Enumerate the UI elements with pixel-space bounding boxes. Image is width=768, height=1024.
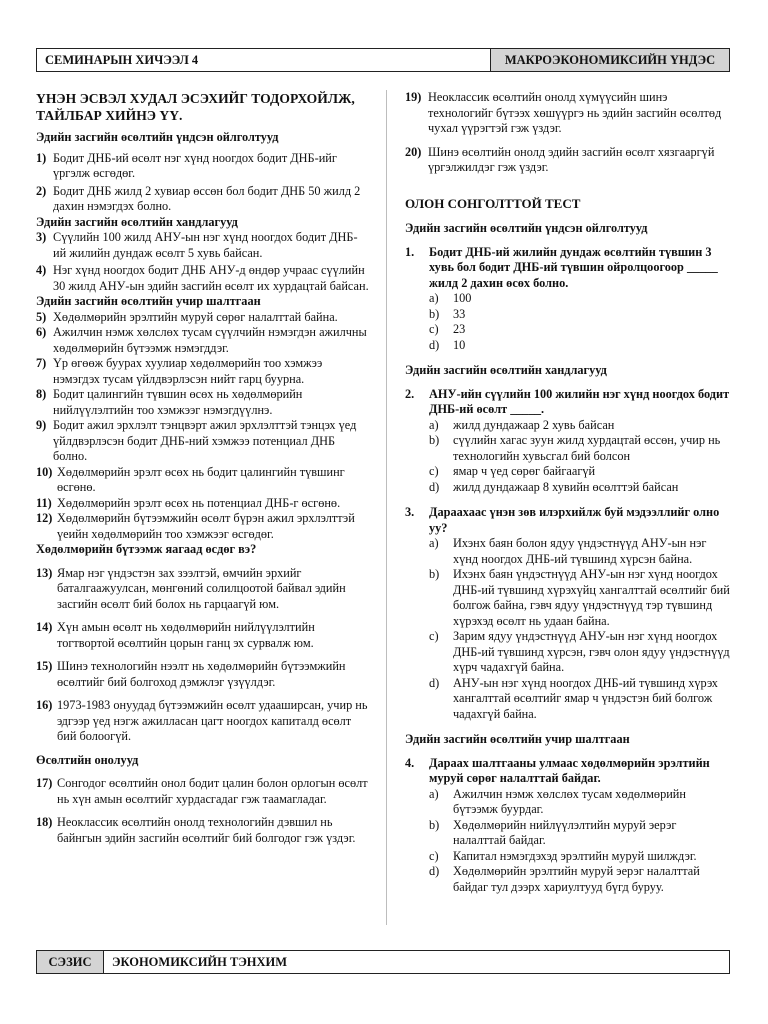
item-number: 3) (36, 230, 47, 244)
item-text: Нэг хүнд ноогдох бодит ДНБ АНУ-д өндөр учраас сүүлийн 30 жилд АНУ-ын эдийн засгийн өсөлт их хурдацтай байсан. (53, 263, 369, 293)
list-item (36, 659, 370, 690)
question-number: 3. (405, 505, 415, 519)
list-item (36, 698, 370, 745)
answer-option (405, 629, 730, 676)
option-letter: b) (429, 817, 440, 832)
item-number: 5) (36, 309, 47, 324)
answer-option (405, 480, 730, 496)
option-text: жилд дундажаар 2 хувь байсан (453, 417, 615, 432)
section-heading: Эдийн засгийн өсөлтийн үндсэн ойлголтууд (405, 221, 648, 235)
item-number: 13) (36, 565, 53, 580)
section-heading: Эдийн засгийн өсөлтийн үндсэн ойлголтууд (36, 130, 279, 144)
list-item (36, 620, 370, 651)
answer-option (405, 307, 730, 323)
header-course-title: МАКРОЭКОНОМИКСИЙН ҮНДЭС (490, 49, 729, 71)
item-number: 20) (405, 144, 422, 159)
list-item (405, 145, 730, 176)
header-seminar-label: СЕМИНАРЫН ХИЧЭЭЛ 4 (45, 52, 199, 67)
item-number: 4) (36, 263, 47, 277)
column-divider (386, 90, 387, 925)
question (405, 756, 730, 787)
item-text: Ажилчин нэмж хөлслөх тусам сүүлчийн нэмэгдэн ажилчны хөдөлмөрийн бүтээмж нэмэгддэг. (53, 325, 367, 355)
option-text: Хөдөлмөрийн эрэлтийн муруй эерэг налалттай байдаг тул дээрх хариултууд бүгд буруу. (453, 864, 700, 894)
item-text: Бодит ажил эрхлэлт тэнцвэрт ажил эрхлэлттэй тэнцэх үед үйлдвэрлэсэн бодит ДНБ-ний хэмжээ потенциал ДНБ болно. (53, 418, 357, 463)
option-text: 10 (453, 337, 466, 352)
list-item (36, 325, 370, 356)
option-letter: a) (429, 536, 439, 550)
option-letter: b) (429, 306, 440, 321)
item-number: 11) (36, 495, 52, 510)
list-item (36, 310, 370, 326)
question-number: 1. (405, 244, 415, 259)
option-text: сүүлийн хагас зуун жилд хурдацтай өссөн, учир нь технологийн хувьсгал бий болсон (453, 433, 721, 463)
option-text: Зарим ядуу үндэстнүүд АНУ-ын нэг хүнд ноогдох ДНБ-ий түвшинд хүрсэн, гэвч олон ядуу үндэстнүүд хүрч чадахгүй байна. (453, 629, 730, 674)
item-number: 1) (36, 150, 47, 165)
answer-option (405, 849, 730, 865)
list-item (36, 184, 370, 215)
item-number: 8) (36, 387, 47, 401)
item-text: Шинэ технологийн нээлт нь хөдөлмөрийн бүтээмжийн өсөлтийг бий болгоход дэмжлэг үзүүлдэг. (57, 659, 346, 689)
item-number: 15) (36, 659, 53, 673)
item-number: 12) (36, 511, 53, 525)
answer-option (405, 567, 730, 629)
left-column (36, 90, 370, 846)
question (405, 245, 730, 292)
section-heading: Эдийн засгийн өсөлтийн хандлагууд (36, 214, 238, 229)
option-text: Ихэнх баян үндэстнүүд АНУ-ын нэг хүнд ноогдох ДНБ-ий түвшинд хүрэхүйц хангалттай өсөлтийг бий болгож байна, гэвч ядуу үндэстнүүд тэр түвшинд хүрэхэд өсөлт нь удаан байна. (453, 567, 730, 628)
item-text: Хөдөлмөрийн эрэлт өсөх нь потенциал ДНБ-г өсгөнө. (57, 495, 341, 510)
question-number: 2. (405, 386, 415, 401)
answer-option (405, 864, 730, 895)
option-letter: d) (429, 675, 440, 690)
item-text: Хөдөлмөрийн бүтээмжийн өсөлт бүрэн ажил эрхлэлттэй үеийн хөдөлмөрийн тоо хэмжээг өсгөдөг. (57, 511, 355, 541)
section-heading: Өсөлтийн онолууд (36, 752, 139, 767)
option-letter: d) (429, 337, 440, 352)
item-text: 1973-1983 онуудад бүтээмжийн өсөлт удааширсан, учир нь эдгээр үед нэгж ажилласан цагт ноогдох капиталд өсөлт бий болоогүй. (57, 698, 368, 743)
answer-option (405, 536, 730, 567)
option-letter: a) (429, 786, 439, 801)
list-item (36, 230, 370, 261)
item-text: Хөдөлмөрийн эрэлтийн муруй сөрөг налалттай байна. (53, 309, 338, 324)
list-item (36, 387, 370, 418)
item-number: 16) (36, 698, 53, 712)
multiple-choice-title: ОЛОН СОНГОЛТТОЙ ТЕСТ (405, 195, 581, 211)
option-text: Капитал нэмэгдэхэд эрэлтийн муруй шилждэг. (453, 848, 697, 863)
question-text: Дараах шалтгааны улмаас хөдөлмөрийн эрэлтийн муруй сөрөг налалттай байдаг. (429, 755, 710, 785)
item-number: 9) (36, 418, 47, 432)
answer-option (405, 291, 730, 307)
answer-option (405, 338, 730, 354)
option-letter: c) (429, 629, 439, 643)
question-text: АНУ-ийн сүүлийн 100 жилийн нэг хүнд ноогдох бодит ДНБ-ий өсөлт _____. (429, 386, 730, 416)
question (405, 387, 730, 418)
list-item (36, 356, 370, 387)
right-column (405, 90, 730, 895)
item-text: Сүүлийн 100 жилд АНУ-ын нэг хүнд ноогдох бодит ДНБ-ий жилийн дундаж өсөлт 5 хувь байсан. (53, 230, 358, 260)
item-text: Хөдөлмөрийн эрэлт өсөх нь бодит цалингийн түвшинг өсгөнө. (57, 464, 345, 494)
option-text: Ажилчин нэмж хөлслөх тусам хөдөлмөрийн бүтээмж буурдаг. (453, 786, 686, 816)
item-text: Бодит цалингийн түвшин өсөх нь хөдөлмөрийн нийлүүлэлтийн тоо хэмжээг нэмэгдүүлнэ. (53, 387, 303, 417)
answer-option (405, 818, 730, 849)
item-number: 19) (405, 90, 422, 104)
section-heading: Эдийн засгийн өсөлтийн учир шалтгаан (36, 294, 261, 308)
question-number: 4. (405, 755, 415, 770)
item-text: Шинэ өсөлтийн онолд эдийн засгийн өсөлт хязгааргүй үргэлжилдэг гэж үздэг. (428, 144, 715, 174)
list-item (36, 776, 370, 807)
list-item (36, 566, 370, 613)
question-text: Бодит ДНБ-ий жилийн дундаж өсөлтийн түвшин 3 хувь бол бодит ДНБ-ий түвшин ойролцоогоор _____ жилд 2 дахин өсөх болно. (429, 244, 718, 290)
list-item (36, 815, 370, 846)
option-letter: d) (429, 864, 440, 878)
option-text: 100 (453, 291, 472, 305)
option-letter: b) (429, 433, 440, 447)
list-item (36, 418, 370, 465)
item-text: Үр өгөөж буурах хуулиар хөдөлмөрийн тоо хэмжээ нэмэгдэх тусам үйлдвэрлэсэн нийт гарц буурна. (53, 356, 323, 386)
list-item (36, 465, 370, 496)
item-number: 7) (36, 356, 47, 370)
section-title: ҮНЭН ЭСВЭЛ ХУДАЛ ЭСЭХИЙГ ТОДОРХОЙЛЖ, ТАЙЛБАР ХИЙНЭ ҮҮ. (36, 91, 355, 123)
option-letter: d) (429, 479, 440, 494)
option-text: АНУ-ын нэг хүнд ноогдох ДНБ-ий түвшинд хүрэх хангалттай өсөлтийг ямар ч үндэстэн бий болгож чадахгүй байна. (453, 675, 718, 721)
answer-option (405, 322, 730, 338)
question (405, 505, 730, 536)
list-item (36, 151, 370, 182)
section-heading: Хөдөлмөрийн бүтээмж яагаад өсдөг вэ? (36, 542, 257, 556)
item-text: Ямар нэг үндэстэн зах зээлтэй, өмчийн эрхийг баталгаажуулсан, мөнгөний солилцоотой байвал эдийн засгийн өсөлт бий болох нь гарцаагүй юм. (57, 565, 346, 611)
item-number: 17) (36, 776, 53, 790)
option-text: жилд дундажаар 8 хувийн өсөлттэй байсан (453, 479, 679, 494)
option-text: Ихэнх баян болон ядуу үндэстнүүд АНУ-ын нэг хүнд ноогдох ДНБ-ий түвшинд хүрсэн байна. (453, 536, 707, 566)
option-letter: c) (429, 322, 439, 336)
section-heading: Эдийн засгийн өсөлтийн хандлагууд (405, 363, 607, 377)
item-text: Неоклассик өсөлтийн онолд хүмүүсийн шинэ технологийг бүтээх хөшүүргэ нь эдийн засгийн өсөлтөд чухал үүрэгтэй гэж үздэг. (428, 90, 722, 135)
option-letter: a) (429, 417, 439, 432)
option-letter: c) (429, 848, 439, 863)
answer-option (405, 433, 730, 464)
item-number: 10) (36, 464, 53, 479)
answer-option (405, 676, 730, 723)
option-text: ямар ч үед сөрөг байгаагүй (453, 464, 596, 478)
option-letter: c) (429, 464, 439, 478)
page-header (36, 48, 730, 72)
page-footer (36, 950, 730, 974)
option-text: 33 (453, 306, 466, 321)
option-text: 23 (453, 322, 466, 336)
option-text: Хөдөлмөрийн нийлүүлэлтийн муруй эерэг налалттай байдаг. (453, 817, 677, 847)
answer-option (405, 418, 730, 434)
footer-department: ЭКОНОМИКСИЙН ТЭНХИМ (112, 954, 288, 969)
item-text: Бодит ДНБ-ий өсөлт нэг хүнд ноогдох бодит ДНБ-ийг үргэлж өсгөдөг. (53, 150, 337, 180)
option-letter: a) (429, 291, 439, 305)
item-text: Хүн амын өсөлт нь хөдөлмөрийн нийлүүлэлтийн тогтвортой өсөлтийн цорын ганц эх сурвалж юм. (57, 620, 315, 650)
item-number: 6) (36, 325, 47, 339)
question-text: Дараахаас үнэн зөв илэрхийлж буй мэдээллийг олно уу? (429, 505, 720, 535)
item-text: Сонгодог өсөлтийн онол бодит цалин болон орлогын өсөлт нь хүн амын өсөлтийг хурдасгадаг гэж таамагладаг. (57, 776, 368, 806)
item-number: 2) (36, 183, 47, 198)
item-text: Неоклассик өсөлтийн онолд технологийн дэвшил нь байнгын эдийн засгийн өсөлтийг бий болгодог гэж үздэг. (57, 815, 356, 845)
answer-option (405, 787, 730, 818)
list-item (36, 496, 370, 512)
footer-university: СЭЗИС (37, 951, 104, 973)
option-letter: b) (429, 567, 440, 581)
section-heading: Эдийн засгийн өсөлтийн учир шалтгаан (405, 732, 630, 746)
list-item (36, 511, 370, 542)
list-item (405, 90, 730, 137)
item-number: 14) (36, 620, 53, 634)
item-number: 18) (36, 815, 53, 829)
list-item (36, 263, 370, 294)
answer-option (405, 464, 730, 480)
item-text: Бодит ДНБ жилд 2 хувиар өссөн бол бодит ДНБ 50 жилд 2 дахин нэмэгдэх болно. (53, 183, 361, 213)
